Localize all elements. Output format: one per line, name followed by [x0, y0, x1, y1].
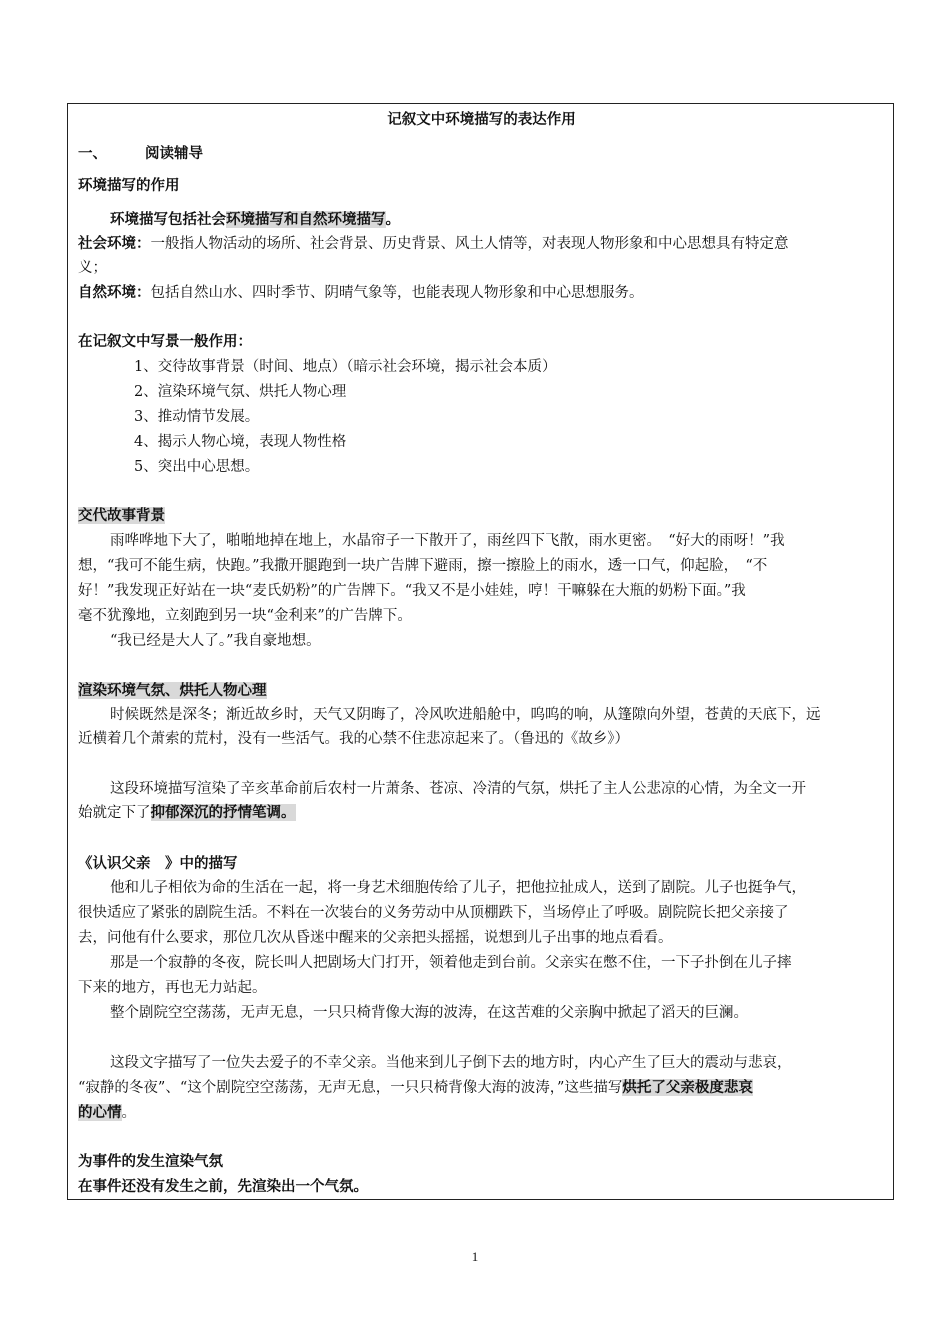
atmosphere-analysis-text: 始就定下了 [78, 805, 151, 821]
atmosphere-analysis-line [78, 801, 296, 825]
general-role-heading: 在记叙文中写景一般作用： [78, 333, 252, 350]
background-paragraph-line: 想，“我可不能生病，快跑。”我撒开腿跑到一块广告牌下避雨，擦一擦脸上的雨水，透一口气，仰起脸， “不 [78, 558, 768, 574]
general-item: 5、突出中心思想。 [134, 459, 260, 475]
event-line: 在事件还没有发生之前，先渲染出一个气氛。 [78, 1178, 368, 1195]
natural-env-line [78, 281, 644, 305]
background-heading-text: 交代故事背景 [78, 507, 165, 524]
social-env-line [78, 232, 789, 256]
natural-env-label: 自然环境： [78, 284, 151, 301]
father-heading: 《认识父亲 》中的描写 [78, 855, 238, 872]
general-item: 4、揭示人物心境，表现人物性格 [134, 434, 347, 450]
section-heading: 阅读辅导 [145, 145, 203, 162]
intro-line [110, 208, 400, 232]
page-number: 1 [471, 1249, 479, 1264]
atmosphere-analysis-highlight: 抑郁深沉的抒情笔调。 [150, 804, 296, 821]
background-heading [78, 504, 165, 528]
event-heading: 为事件的发生渲染气氛 [78, 1153, 223, 1170]
atmosphere-quote-line: 近横着几个萧索的荒村，没有一些活气。我的心禁不住悲凉起来了。（鲁迅的《故乡》） [78, 731, 629, 747]
father-analysis-line: 这段文字描写了一位失去爱子的不幸父亲。当他来到儿子倒下去的地方时，内心产生了巨大的震动与悲哀， [110, 1055, 792, 1071]
father-analysis-line [78, 1101, 136, 1125]
social-env-text: 一般指人物活动的场所、社会背景、历史背景、风土人情等，对表现人物形象和中心思想具有特定意 [150, 236, 789, 252]
general-item: 1、交待故事背景（时间、地点）（暗示社会环境，揭示社会本质） [134, 359, 557, 375]
background-paragraph-line: 雨哗哗地下大了，啪啪地掉在地上，水晶帘子一下散开了，雨丝四下飞散，雨水更密。 “好大的雨呀！”我 [110, 533, 785, 549]
section-number: 一、 [78, 145, 107, 162]
father-paragraph-line: 去，问他有什么要求，那位几次从昏迷中醒来的父亲把头摇摇，说想到儿子出事的地点看看。 [78, 930, 673, 946]
subheading-role: 环境描写的作用 [78, 177, 180, 194]
natural-env-text: 包括自然山水、四时季节、阴晴气象等，也能表现人物形象和中心思想服务。 [150, 285, 644, 301]
father-analysis-highlight: 烘托了父亲极度悲哀 [622, 1079, 753, 1096]
atmosphere-analysis-line: 这段环境描写渲染了辛亥革命前后农村一片萧条、苍凉、冷清的气氛，烘托了主人公悲凉的心情，为全文一开 [110, 781, 806, 797]
father-paragraph-line: 很快适应了紧张的剧院生活。不料在一次装台的义务劳动中从顶棚跌下，当场停止了呼吸。剧院院长把父亲接了 [78, 905, 789, 921]
social-env-label: 社会环境： [78, 235, 151, 252]
intro-text: 环境描写包括社会 [110, 211, 226, 228]
father-analysis-text: “寂静的冬夜”、“这个剧院空空荡荡，无声无息，一只只椅背像大海的波涛，”这些描写 [78, 1080, 623, 1096]
father-paragraph-line: 那是一个寂静的冬夜，院长叫人把剧场大门打开，领着他走到台前。父亲实在憋不住，一下子扑倒在儿子摔 [110, 955, 792, 971]
general-item: 2、渲染环境气氛、烘托人物心理 [134, 384, 347, 400]
background-paragraph-line: “我已经是大人了。”我自豪地想。 [110, 633, 321, 649]
intro-highlight: 环境描写和自然环境描写 [226, 211, 386, 228]
father-paragraph-line: 整个剧院空空荡荡，无声无息，一只只椅背像大海的波涛，在这苦难的父亲胸中掀起了滔天的巨澜。 [110, 1005, 748, 1021]
general-item: 3、推动情节发展。 [134, 409, 260, 425]
father-paragraph-line: 下来的地方，再也无力站起。 [78, 980, 267, 996]
intro-end: 。 [385, 211, 400, 228]
father-analysis-end: 。 [121, 1105, 136, 1121]
atmosphere-quote-line: 时候既然是深冬；渐近故乡时，天气又阴晦了，冷风吹进船舱中，呜呜的响，从篷隙向外望，苍黄的天底下，远 [110, 707, 821, 723]
atmosphere-heading [78, 679, 267, 703]
background-paragraph-line: 好！”我发现正好站在一块“麦氏奶粉”的广告牌下。“我又不是小娃娃，哼！干嘛躲在大瓶的奶粉下面。”我 [78, 583, 746, 599]
social-env-cont: 义； [78, 260, 107, 276]
atmosphere-heading-text: 渲染环境气氛、烘托人物心理 [78, 682, 267, 699]
father-analysis-line [78, 1076, 753, 1100]
father-analysis-highlight: 的心情 [78, 1104, 122, 1121]
page-title: 记叙文中环境描写的表达作用 [387, 111, 576, 128]
content-table [67, 103, 894, 1200]
father-paragraph-line: 他和儿子相依为命的生活在一起，将一身艺术细胞传给了儿子，把他拉扯成人，送到了剧院。儿子也挺争气， [110, 880, 806, 896]
background-paragraph-line: 毫不犹豫地，立刻跑到另一块“金利来”的广告牌下。 [78, 608, 412, 624]
